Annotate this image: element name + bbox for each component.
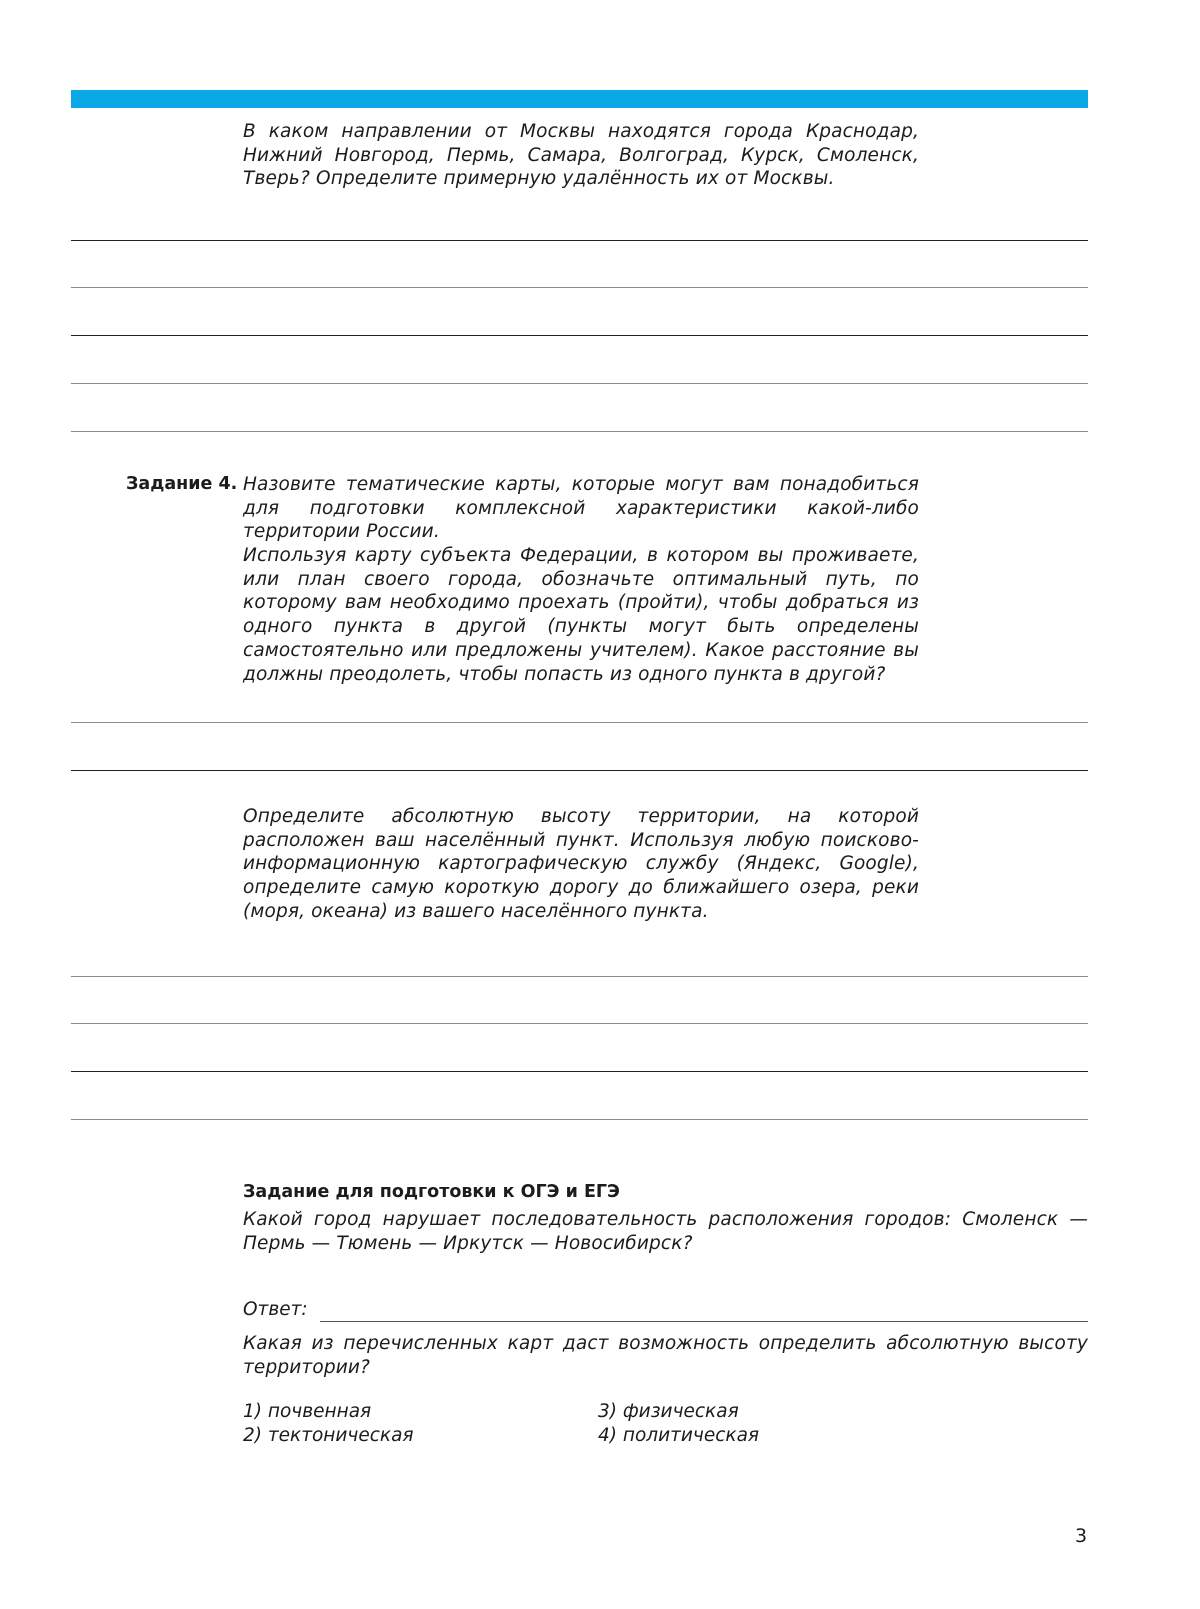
answer-line[interactable] — [71, 976, 1088, 977]
answer-line[interactable] — [71, 722, 1088, 723]
option-4[interactable]: 4) политическая — [598, 1425, 760, 1446]
exam-question-1: Какой город нарушает последовательность расположения городов: Смоленск — Пермь — Тюмень — Иркутск — Новосибирск? — [243, 1209, 1088, 1254]
answer-label: Ответ: — [243, 1299, 308, 1320]
task-4-text: Назовите тематические карты, которые могут вам понадобиться для подготовки комплексной характеристики какой-либо территории России. — [243, 474, 919, 543]
answer-input-line[interactable] — [320, 1321, 1088, 1322]
option-3[interactable]: 3) физическая — [598, 1401, 739, 1422]
answer-line[interactable] — [71, 1119, 1088, 1120]
answer-line[interactable] — [71, 383, 1088, 384]
answer-line[interactable] — [71, 240, 1088, 241]
answer-line[interactable] — [71, 287, 1088, 288]
answer-line[interactable] — [71, 335, 1088, 336]
exam-question-2: Какая из перечисленных карт даст возможность определить абсолютную высоту территории? — [243, 1333, 1088, 1378]
page-number: 3 — [1075, 1525, 1088, 1547]
task-4-text-route: Используя карту субъекта Федерации, в котором вы проживаете, или план своего города, обозначьте оптимальный путь, по которому вам необходимо проехать (пройти), чтобы добраться из одного пункта в другой (пункты могут быть определены самостоятельно или предложены учителем). Какое расстояние вы должны преодолеть, чтобы попасть из одного пункта в другой? — [243, 545, 919, 685]
answer-line[interactable] — [71, 1023, 1088, 1024]
option-1[interactable]: 1) почвенная — [243, 1401, 372, 1422]
question-directions: В каком направлении от Москвы находятся города Краснодар, Нижний Новгород, Пермь, Самара, Волгоград, Курск, Смоленск, Тверь? Определите примерную удалённость их от Москвы. — [243, 121, 919, 190]
option-2[interactable]: 2) тектоническая — [243, 1425, 414, 1446]
header-accent-bar — [71, 90, 1088, 108]
question-altitude: Определите абсолютную высоту территории, на которой расположен ваш населённый пункт. Используя любую поисково-информационную картографическую службу (Яндекс, Google), определите самую короткую дорогу до ближайшего озера, реки (моря, океана) из вашего населённого пункта. — [243, 806, 919, 922]
answer-line[interactable] — [71, 770, 1088, 771]
task-4-label: Задание 4. — [126, 474, 238, 494]
answer-line[interactable] — [71, 1071, 1088, 1072]
answer-line[interactable] — [71, 431, 1088, 432]
exam-section-title: Задание для подготовки к ОГЭ и ЕГЭ — [243, 1182, 620, 1202]
